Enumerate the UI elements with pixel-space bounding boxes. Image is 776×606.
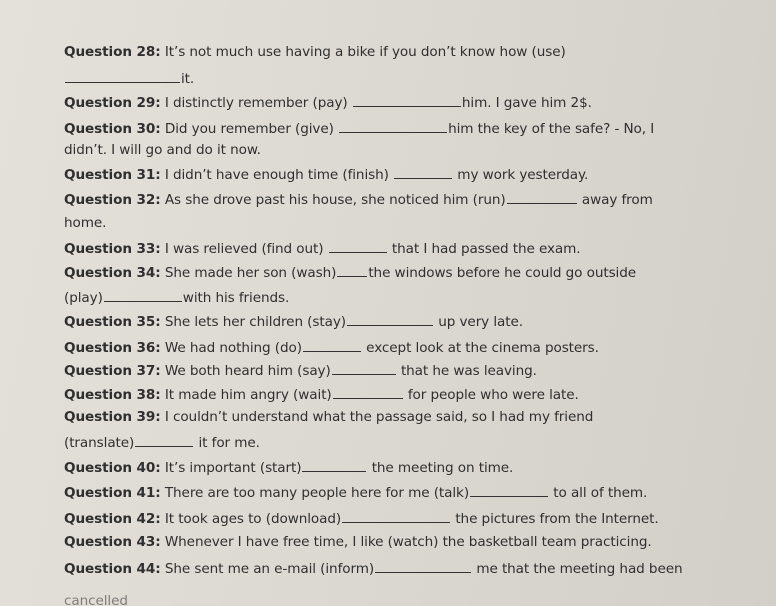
answer-blank-28[interactable] xyxy=(65,68,180,83)
answer-blank-40[interactable] xyxy=(302,457,366,472)
question-36-line xyxy=(64,337,599,357)
question-44-line-2 xyxy=(64,592,128,606)
answer-blank-33[interactable] xyxy=(329,238,387,253)
question-35-text: She lets her children (stay) xyxy=(160,314,346,330)
question-35-text-end: up very late. xyxy=(438,314,523,330)
question-44-line-1 xyxy=(64,558,683,578)
question-39-line-2 xyxy=(64,432,260,452)
question-41-text-end: to all of them. xyxy=(553,485,648,501)
question-40-text-end: the meeting on time. xyxy=(371,460,514,476)
answer-blank-39[interactable] xyxy=(135,432,193,447)
question-28-text-end: it. xyxy=(181,71,195,87)
question-34-text-end: with his friends. xyxy=(182,290,290,306)
question-42-number: Question 42: xyxy=(64,511,161,527)
question-30-text-mid: him the key of the safe? - No, I xyxy=(448,121,655,137)
question-36-number: Question 36: xyxy=(64,340,161,356)
question-34-text: She made her son (wash) xyxy=(160,265,337,281)
question-29-text-end: him. I gave him 2$. xyxy=(461,95,592,111)
answer-blank-36[interactable] xyxy=(303,337,361,352)
question-34-line-1 xyxy=(64,262,636,282)
question-34-number: Question 34: xyxy=(64,265,161,281)
answer-blank-34b[interactable] xyxy=(104,287,182,302)
answer-blank-42[interactable] xyxy=(342,508,450,523)
question-32-number: Question 32: xyxy=(64,192,161,208)
question-30-text-end: didn’t. I will go and do it now. xyxy=(64,142,261,158)
answer-blank-32[interactable] xyxy=(507,189,577,204)
question-39-number: Question 39: xyxy=(64,409,161,425)
answer-blank-38[interactable] xyxy=(333,384,403,399)
question-39-text-translate: (translate) xyxy=(64,435,135,451)
question-42-text-end: the pictures from the Internet. xyxy=(455,511,659,527)
question-34-text-play: (play) xyxy=(64,290,103,306)
question-31-number: Question 31: xyxy=(64,167,161,183)
question-35-number: Question 35: xyxy=(64,314,161,330)
question-32-line-2 xyxy=(64,214,106,232)
question-39-text: I couldn’t understand what the passage said, so I had my friend xyxy=(160,409,594,425)
answer-blank-37[interactable] xyxy=(332,360,396,375)
question-28-line-1 xyxy=(64,43,566,61)
answer-blank-31[interactable] xyxy=(394,164,452,179)
question-39-text-end: it for me. xyxy=(198,435,260,451)
question-38-line xyxy=(64,384,579,404)
question-33-number: Question 33: xyxy=(64,241,161,257)
question-44-text: She sent me an e-mail (inform) xyxy=(160,561,375,577)
question-40-number: Question 40: xyxy=(64,460,161,476)
question-40-line xyxy=(64,457,513,477)
question-37-line xyxy=(64,360,537,380)
question-39-line-1 xyxy=(64,408,593,426)
question-34-line-2 xyxy=(64,287,289,307)
question-37-number: Question 37: xyxy=(64,363,161,379)
question-30-line-1 xyxy=(64,118,654,138)
question-33-text-end: that I had passed the exam. xyxy=(391,241,581,257)
question-43-line xyxy=(64,533,652,551)
question-40-text: It’s important (start) xyxy=(160,460,302,476)
question-38-text-end: for people who were late. xyxy=(407,387,579,403)
question-37-text: We both heard him (say) xyxy=(160,363,331,379)
question-42-line xyxy=(64,508,659,528)
answer-blank-41[interactable] xyxy=(470,482,548,497)
question-30-number: Question 30: xyxy=(64,121,161,137)
question-28-text: It’s not much use having a bike if you don’t know how (use) xyxy=(160,44,566,60)
question-29-line xyxy=(64,92,592,112)
question-41-text: There are too many people here for me (talk) xyxy=(160,485,470,501)
question-38-text: It made him angry (wait) xyxy=(160,387,332,403)
question-44-text-mid: me that the meeting had been xyxy=(476,561,683,577)
question-44-number: Question 44: xyxy=(64,561,161,577)
question-31-line xyxy=(64,164,588,184)
question-36-text: We had nothing (do) xyxy=(160,340,302,356)
question-32-line-1 xyxy=(64,189,653,209)
question-43-text: Whenever I have free time, I like (watch) the basketball team practicing. xyxy=(160,534,652,550)
question-32-text: As she drove past his house, she noticed him (run) xyxy=(160,192,506,208)
answer-blank-30[interactable] xyxy=(339,118,447,133)
question-30-line-2 xyxy=(64,141,261,159)
question-31-text: I didn’t have enough time (finish) xyxy=(160,167,389,183)
question-37-text-end: that he was leaving. xyxy=(400,363,537,379)
question-41-line xyxy=(64,482,647,502)
question-33-line xyxy=(64,238,581,258)
question-32-text-mid: away from xyxy=(581,192,653,208)
answer-blank-35[interactable] xyxy=(347,311,433,326)
question-30-text: Did you remember (give) xyxy=(160,121,334,137)
question-36-text-end: except look at the cinema posters. xyxy=(366,340,599,356)
question-28-line-2 xyxy=(64,68,194,88)
question-29-text: I distinctly remember (pay) xyxy=(160,95,348,111)
question-43-number: Question 43: xyxy=(64,534,161,550)
question-44-text-end: cancelled xyxy=(64,593,128,606)
answer-blank-34a[interactable] xyxy=(337,262,367,277)
question-33-text: I was relieved (find out) xyxy=(160,241,324,257)
question-38-number: Question 38: xyxy=(64,387,161,403)
answer-blank-44[interactable] xyxy=(375,558,471,573)
question-42-text: It took ages to (download) xyxy=(160,511,342,527)
question-41-number: Question 41: xyxy=(64,485,161,501)
question-34-text-mid: the windows before he could go outside xyxy=(368,265,637,281)
answer-blank-29[interactable] xyxy=(353,92,461,107)
question-31-text-end: my work yesterday. xyxy=(457,167,589,183)
question-29-number: Question 29: xyxy=(64,95,161,111)
question-32-text-end: home. xyxy=(64,215,107,231)
question-35-line xyxy=(64,311,523,331)
question-28-number: Question 28: xyxy=(64,44,161,60)
